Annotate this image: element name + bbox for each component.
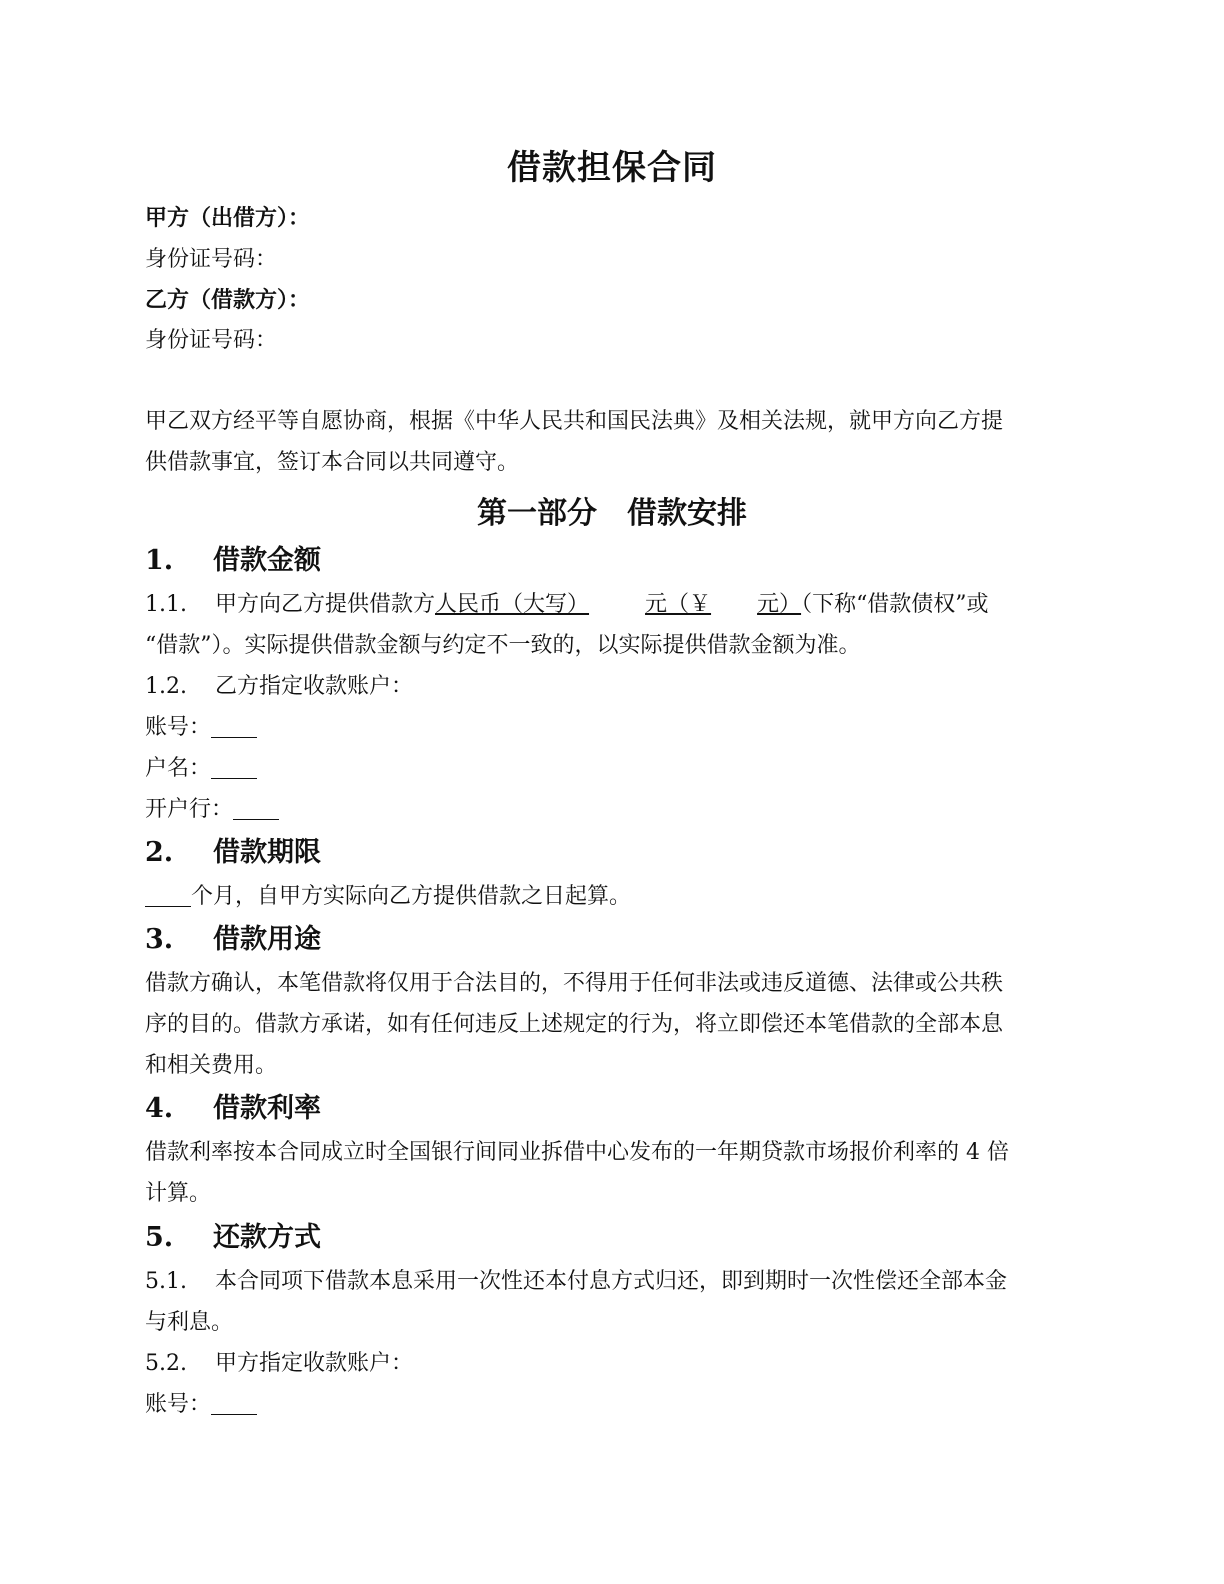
clause-5-1-number: 5.1. (145, 1269, 187, 1294)
preamble-line-1: 甲乙双方经平等自愿协商，根据《中华人民共和国民法典》及相关法规，就甲方向乙方提 (145, 409, 1004, 434)
lender-account-blank (211, 1388, 257, 1415)
clause-1-1-pre: 甲方向乙方提供借款方 (215, 592, 436, 617)
section-3-heading (145, 918, 1075, 962)
preamble-line-2: 供借款事宜，签订本合同以共同遵守。 (145, 450, 520, 475)
borrower-bank-blank (233, 793, 279, 820)
lender-account-field (145, 1385, 1075, 1425)
term-line (145, 877, 1075, 917)
clause-5-1-line-1 (145, 1262, 1075, 1302)
borrower-id-label: 身份证号码： (145, 328, 278, 353)
section-3-number: 3. (145, 924, 174, 955)
purpose-line-1: 借款方确认，本笔借款将仅用于合法目的，不得用于任何非法或违反道德、法律或公共秩 (145, 971, 1004, 996)
amount-chinese-label: 人民币（大写） (435, 592, 590, 617)
clause-1-2 (145, 667, 1075, 707)
section-1-number: 1. (145, 545, 174, 576)
section-5-heading (145, 1216, 1075, 1260)
clause-5-2-text: 甲方指定收款账户： (215, 1351, 414, 1376)
clause-1-2-number: 1.2. (145, 674, 187, 699)
section-1-heading (145, 539, 1075, 583)
clause-1-1-post: （下称“借款债权”或 (801, 592, 989, 617)
section-4-number: 4. (145, 1093, 174, 1124)
term-text: 个月，自甲方实际向乙方提供借款之日起算。 (191, 884, 632, 909)
clause-5-1-line-2: 与利息。 (145, 1310, 234, 1335)
section-4-heading (145, 1087, 1075, 1131)
amount-yuan-close: 元） (757, 592, 802, 617)
borrower-bank-label: 开户行： (145, 797, 234, 822)
section-2-heading (145, 831, 1075, 875)
lender-account-label: 账号： (145, 1392, 212, 1417)
amount-yuan-label: 元（￥ (645, 592, 712, 617)
purpose-line-3: 和相关费用。 (145, 1053, 278, 1078)
borrower-bank-field (145, 790, 1075, 830)
borrower-account-blank (211, 711, 257, 738)
borrower-label: 乙方（借款方）： (145, 287, 311, 313)
section-3-title: 借款用途 (213, 924, 321, 955)
clause-1-1-number: 1.1. (145, 592, 187, 617)
borrower-name-label: 户名： (145, 756, 212, 781)
section-1-title: 借款金额 (213, 545, 321, 576)
clause-5-2 (145, 1344, 1075, 1384)
borrower-name-field (145, 749, 1075, 789)
borrower-account-field (145, 708, 1075, 748)
lender-label: 甲方（出借方）： (145, 205, 311, 231)
borrower-account-label: 账号： (145, 715, 212, 740)
document-title: 借款担保合同 (507, 148, 717, 188)
section-4-title: 借款利率 (213, 1093, 321, 1124)
clause-5-2-number: 5.2. (145, 1351, 187, 1376)
section-2-number: 2. (145, 837, 174, 868)
section-2-title: 借款期限 (213, 837, 321, 868)
purpose-line-2: 序的目的。借款方承诺，如有任何违反上述规定的行为，将立即偿还本笔借款的全部本息 (145, 1012, 1004, 1037)
clause-1-2-text: 乙方指定收款账户： (215, 674, 414, 699)
lender-id-label: 身份证号码： (145, 247, 278, 272)
borrower-name-blank (211, 752, 257, 779)
clause-5-1-text: 本合同项下借款本息采用一次性还本付息方式归还，即到期时一次性偿还全部本金 (215, 1269, 1008, 1294)
clause-1-1-line-1 (145, 585, 1075, 625)
section-5-number: 5. (145, 1222, 174, 1253)
clause-1-1-line-2: “借款”）。实际提供借款金额与约定不一致的，以实际提供借款金额为准。 (145, 633, 861, 658)
rate-line-2: 计算。 (145, 1181, 212, 1206)
amount-underlined (435, 592, 801, 617)
section-5-title: 还款方式 (213, 1222, 321, 1253)
term-months-blank (145, 880, 191, 907)
part-title: 第一部分 借款安排 (477, 496, 747, 531)
rate-line-1: 借款利率按本合同成立时全国银行间同业拆借中心发布的一年期贷款市场报价利率的 4 倍 (145, 1140, 1009, 1165)
